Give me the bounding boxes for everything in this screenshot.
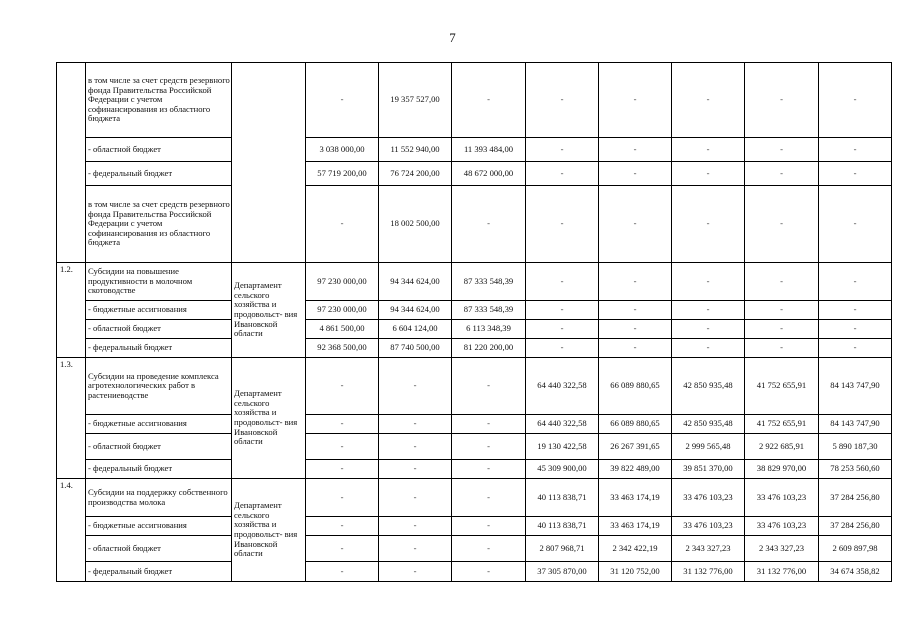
value-cell: 87 333 548,39: [452, 301, 526, 320]
table-row: [57, 263, 892, 301]
budget-table: [56, 62, 892, 582]
value-cell: -: [379, 479, 452, 517]
value-cell: -: [452, 479, 526, 517]
value-cell: -: [599, 162, 672, 186]
table-row: [57, 339, 892, 358]
value-cell: -: [379, 460, 452, 479]
value-cell: 26 267 391,65: [599, 434, 672, 460]
value-cell: 84 143 747,90: [819, 415, 892, 434]
value-cell: 40 113 838,71: [526, 479, 599, 517]
row-label-cell: - федеральный бюджет: [86, 562, 232, 582]
table-row: [57, 301, 892, 320]
value-cell: -: [379, 562, 452, 582]
value-cell: -: [599, 339, 672, 358]
value-cell: -: [452, 434, 526, 460]
value-cell: -: [745, 162, 819, 186]
row-label-cell: - федеральный бюджет: [86, 339, 232, 358]
value-cell: 33 476 103,23: [672, 517, 745, 536]
value-cell: 3 038 000,00: [306, 138, 379, 162]
value-cell: 31 132 776,00: [745, 562, 819, 582]
executor-cell: Департамент сельского хозяйства и продовольст- вия Ивановской области: [232, 479, 306, 582]
value-cell: 33 476 103,23: [745, 479, 819, 517]
value-cell: -: [819, 138, 892, 162]
value-cell: 84 143 747,90: [819, 358, 892, 415]
value-cell: -: [672, 138, 745, 162]
value-cell: 34 674 358,82: [819, 562, 892, 582]
value-cell: -: [452, 186, 526, 263]
value-cell: -: [672, 186, 745, 263]
table-row: [57, 517, 892, 536]
value-cell: 37 284 256,80: [819, 517, 892, 536]
value-cell: 2 999 565,48: [672, 434, 745, 460]
value-cell: 2 609 897,98: [819, 536, 892, 562]
table-row: [57, 358, 892, 415]
value-cell: -: [452, 415, 526, 434]
value-cell: 31 132 776,00: [672, 562, 745, 582]
executor-cell: Департамент сельского хозяйства и продовольст- вия Ивановской области: [232, 263, 306, 358]
value-cell: -: [306, 63, 379, 138]
value-cell: 41 752 655,91: [745, 415, 819, 434]
value-cell: 18 002 500,00: [379, 186, 452, 263]
value-cell: -: [306, 562, 379, 582]
value-cell: -: [599, 138, 672, 162]
value-cell: -: [672, 339, 745, 358]
value-cell: 11 552 940,00: [379, 138, 452, 162]
table-row: [57, 138, 892, 162]
value-cell: -: [452, 460, 526, 479]
value-cell: 42 850 935,48: [672, 415, 745, 434]
value-cell: -: [379, 517, 452, 536]
value-cell: 39 822 489,00: [599, 460, 672, 479]
value-cell: -: [379, 434, 452, 460]
value-cell: -: [526, 162, 599, 186]
value-cell: -: [379, 536, 452, 562]
row-label-cell: - бюджетные ассигнования: [86, 415, 232, 434]
value-cell: -: [526, 301, 599, 320]
value-cell: 64 440 322,58: [526, 358, 599, 415]
value-cell: 37 284 256,80: [819, 479, 892, 517]
value-cell: 33 476 103,23: [745, 517, 819, 536]
item-index-cell: [57, 63, 86, 263]
value-cell: 6 113 348,39: [452, 320, 526, 339]
row-label-cell: - областной бюджет: [86, 536, 232, 562]
value-cell: -: [672, 320, 745, 339]
page-number: 7: [449, 30, 456, 45]
value-cell: 11 393 484,00: [452, 138, 526, 162]
value-cell: -: [599, 263, 672, 301]
value-cell: -: [745, 301, 819, 320]
value-cell: 19 357 527,00: [379, 63, 452, 138]
value-cell: -: [745, 63, 819, 138]
value-cell: 33 463 174,19: [599, 517, 672, 536]
value-cell: -: [526, 186, 599, 263]
row-label-cell: Субсидии на поддержку собственного производства молока: [86, 479, 232, 517]
value-cell: 41 752 655,91: [745, 358, 819, 415]
value-cell: 38 829 970,00: [745, 460, 819, 479]
value-cell: 78 253 560,60: [819, 460, 892, 479]
table-row: [57, 460, 892, 479]
table-row: [57, 63, 892, 138]
value-cell: -: [452, 517, 526, 536]
table-row: [57, 536, 892, 562]
value-cell: 66 089 880,65: [599, 358, 672, 415]
value-cell: 37 305 870,00: [526, 562, 599, 582]
value-cell: -: [306, 460, 379, 479]
value-cell: 39 851 370,00: [672, 460, 745, 479]
value-cell: -: [379, 415, 452, 434]
value-cell: 5 890 187,30: [819, 434, 892, 460]
value-cell: 45 309 900,00: [526, 460, 599, 479]
value-cell: 94 344 624,00: [379, 263, 452, 301]
value-cell: -: [672, 263, 745, 301]
value-cell: 76 724 200,00: [379, 162, 452, 186]
item-index-cell: 1.2.: [57, 263, 86, 358]
table-row: [57, 320, 892, 339]
value-cell: -: [745, 138, 819, 162]
value-cell: -: [306, 358, 379, 415]
row-label-cell: - бюджетные ассигнования: [86, 517, 232, 536]
value-cell: -: [379, 358, 452, 415]
row-label-cell: - федеральный бюджет: [86, 460, 232, 479]
value-cell: -: [306, 434, 379, 460]
value-cell: -: [452, 358, 526, 415]
row-label-cell: Субсидии на проведение комплекса агротехнологических работ в растениеводстве: [86, 358, 232, 415]
value-cell: -: [526, 339, 599, 358]
row-label-cell: - федеральный бюджет: [86, 162, 232, 186]
row-label-cell: - бюджетные ассигнования: [86, 301, 232, 320]
value-cell: -: [745, 263, 819, 301]
table-row: [57, 415, 892, 434]
value-cell: -: [819, 186, 892, 263]
value-cell: -: [452, 536, 526, 562]
value-cell: 33 476 103,23: [672, 479, 745, 517]
item-index-cell: 1.4.: [57, 479, 86, 582]
value-cell: 64 440 322,58: [526, 415, 599, 434]
value-cell: -: [306, 517, 379, 536]
value-cell: 57 719 200,00: [306, 162, 379, 186]
value-cell: -: [599, 63, 672, 138]
value-cell: -: [672, 63, 745, 138]
table-row: [57, 162, 892, 186]
table-row: [57, 434, 892, 460]
value-cell: 87 740 500,00: [379, 339, 452, 358]
value-cell: -: [599, 320, 672, 339]
value-cell: 2 343 327,23: [745, 536, 819, 562]
table-row: [57, 562, 892, 582]
value-cell: -: [819, 339, 892, 358]
value-cell: 31 120 752,00: [599, 562, 672, 582]
value-cell: 40 113 838,71: [526, 517, 599, 536]
value-cell: -: [306, 479, 379, 517]
value-cell: 2 342 422,19: [599, 536, 672, 562]
row-label-cell: Субсидии на повышение продуктивности в молочном скотоводстве: [86, 263, 232, 301]
value-cell: -: [526, 63, 599, 138]
value-cell: 42 850 935,48: [672, 358, 745, 415]
value-cell: -: [745, 339, 819, 358]
value-cell: -: [819, 320, 892, 339]
value-cell: 33 463 174,19: [599, 479, 672, 517]
value-cell: 2 922 685,91: [745, 434, 819, 460]
value-cell: -: [526, 320, 599, 339]
value-cell: -: [599, 186, 672, 263]
value-cell: -: [452, 63, 526, 138]
value-cell: 6 604 124,00: [379, 320, 452, 339]
value-cell: -: [745, 186, 819, 263]
value-cell: -: [306, 536, 379, 562]
value-cell: 94 344 624,00: [379, 301, 452, 320]
table-row: [57, 186, 892, 263]
value-cell: 48 672 000,00: [452, 162, 526, 186]
item-index-cell: 1.3.: [57, 358, 86, 479]
row-label-cell: - областной бюджет: [86, 434, 232, 460]
row-label-cell: - областной бюджет: [86, 320, 232, 339]
value-cell: -: [672, 162, 745, 186]
row-label-cell: - областной бюджет: [86, 138, 232, 162]
value-cell: 81 220 200,00: [452, 339, 526, 358]
value-cell: 97 230 000,00: [306, 301, 379, 320]
value-cell: -: [672, 301, 745, 320]
value-cell: 97 230 000,00: [306, 263, 379, 301]
value-cell: -: [819, 63, 892, 138]
executor-cell: Департамент сельского хозяйства и продовольст- вия Ивановской области: [232, 358, 306, 479]
value-cell: -: [452, 562, 526, 582]
value-cell: -: [745, 320, 819, 339]
executor-cell: [232, 63, 306, 263]
row-label-cell: в том числе за счет средств резервного фонда Правительства Российской Федерации с учетом софинансирования из областного бюджета: [86, 63, 232, 138]
value-cell: -: [526, 138, 599, 162]
value-cell: 92 368 500,00: [306, 339, 379, 358]
value-cell: -: [599, 301, 672, 320]
value-cell: 87 333 548,39: [452, 263, 526, 301]
table-row: [57, 479, 892, 517]
value-cell: -: [819, 301, 892, 320]
value-cell: -: [819, 263, 892, 301]
value-cell: -: [526, 263, 599, 301]
value-cell: 4 861 500,00: [306, 320, 379, 339]
value-cell: -: [306, 415, 379, 434]
value-cell: 19 130 422,58: [526, 434, 599, 460]
value-cell: -: [306, 186, 379, 263]
row-label-cell: в том числе за счет средств резервного фонда Правительства Российской Федерации с учетом софинансирования из областного бюджета: [86, 186, 232, 263]
value-cell: -: [819, 162, 892, 186]
value-cell: 2 343 327,23: [672, 536, 745, 562]
value-cell: 66 089 880,65: [599, 415, 672, 434]
value-cell: 2 807 968,71: [526, 536, 599, 562]
